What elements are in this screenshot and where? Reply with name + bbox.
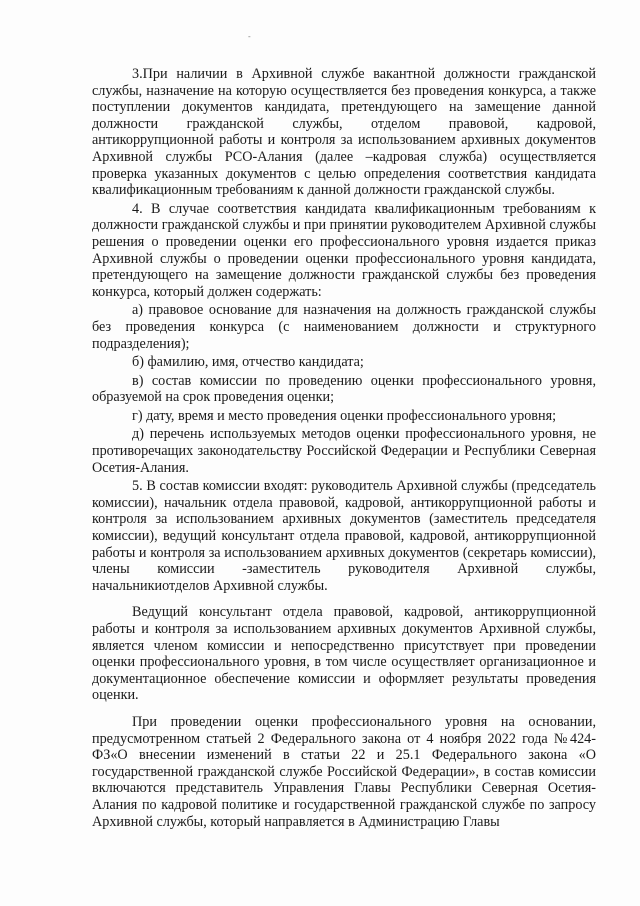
paragraph-3: 3.При наличии в Архивной службе вакантной должности гражданской службы, назначение на которую осуществляется без проведения конкурса, а также поступлении документов кандидата, претендующего на замещение данной должности гражданской службы, отделом правовой, кадровой, антикоррупционной работы и контроля за использованием архивных документов Архивной службы РСО-Алания (далее –кадровая служба) осуществляется проверка указанных документов с целью определения соответствия кандидата квалификационным требованиям к данной должности гражданской службы. — [92, 66, 596, 199]
list-item-a: а) правовое основание для назначения на должность гражданской службы без проведения конкурса (с наименованием должности и структурного подразделения); — [92, 302, 596, 352]
list-item-g: г) дату, время и место проведения оценки профессионального уровня; — [132, 407, 557, 424]
document-body — [92, 66, 596, 832]
list-item-d: д) перечень используемых методов оценки профессионального уровня, не противоречащих законодательству Российской Федерации и Республики Северная Осетия-Алания. — [92, 426, 596, 476]
paragraph-5: 5. В состав комиссии входят: руководитель Архивной службы (председатель комиссии), начальник отдела правовой, кадровой, антикоррупционной работы и контроля за использованием архивных документов (заместитель председателя комиссии), ведущий консультант отдела правовой, кадровой, антикоррупционной работы и контроля за использованием архивных документов (секретарь комиссии), члены комиссии -заместитель руководителя Архивной службы, начальникиотделов Архивной службы. — [92, 478, 596, 594]
list-item-v: в) состав комиссии по проведению оценки профессионального уровня, образуемой на срок проведения оценки; — [92, 372, 596, 406]
paragraph-4: 4. В случае соответствия кандидата квалификационным требованиям к должности гражданской службы и при принятии руководителем Архивной службы решения о проведении оценки его профессионального уровня издается приказ Архивной службы о проведении оценки профессионального уровня кандидата, претендующего на замещение должности гражданской службы без проведения конкурса, который должен содержать: — [92, 200, 596, 300]
paragraph-law-basis: При проведении оценки профессионального уровня на основании, предусмотренном статьей 2 Федерального закона от 4 ноября 2022 года №424-ФЗ«О внесении изменений в статьи 22 и 25.1 Федерального закона «О государственной гражданской службе Российской Федерации», в состав комиссии включаются представитель Управления Главы Республики Северная Осетия-Алания по кадровой политике и государственной гражданской службе по запросу Архивной службы, который направляется в Администрацию Главы — [92, 713, 596, 830]
list-item-b: б) фамилию, имя, отчество кандидата; — [132, 354, 364, 371]
page-mark: - — [248, 32, 251, 41]
paragraph-consultant: Ведущий консультант отдела правовой, кадровой, антикоррупционной работы и контроля за использованием архивных документов Архивной службы, является членом комиссии и непосредственно присутствует при проведении оценки профессионального уровня, в том числе осуществляет организационное и документационное обеспечение комиссии и оформляет результаты проведения оценки. — [92, 604, 596, 704]
